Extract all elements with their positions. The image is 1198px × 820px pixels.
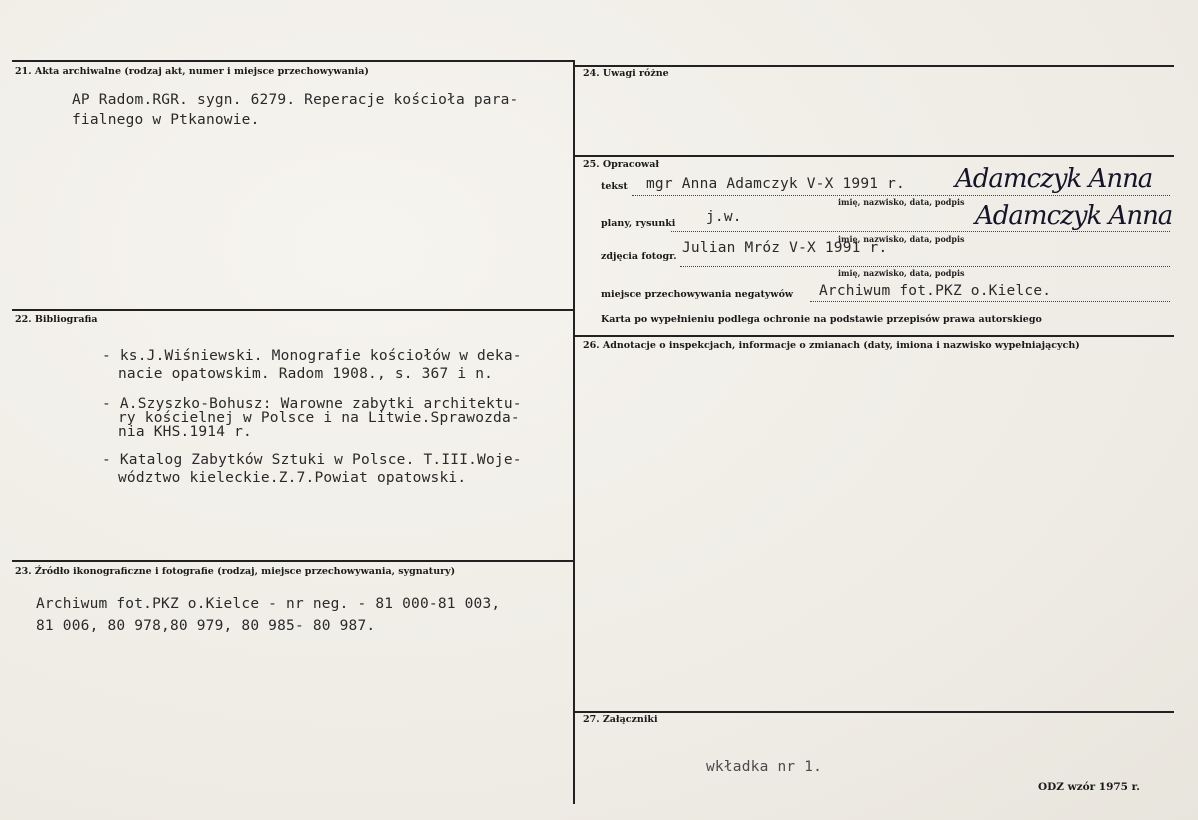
section-27-value: wkładka nr 1. [706,759,823,775]
section-23-label: 23. Źródło ikonograficzne i fotografie (rodzaj, miejsce przechowywania, sygnatury) [15,566,456,577]
miejsce-dotted-line [810,301,1170,302]
section-27-label: 27. Załączniki [583,714,658,725]
bibliography-entry-1-line-2: nacie opatowskim. Radom 1908., s. 367 i n. [118,366,494,382]
section-25-label: 25. Opracował [583,159,660,170]
top-rule [12,60,574,62]
section-23-line-1: Archiwum fot.PKZ o.Kielce - nr neg. - 81 000-81 003, [36,596,501,612]
section-21-line-1: AP Radom.RGR. sygn. 6279. Reperacje kościoła para- [72,92,519,108]
section-24-label: 24. Uwagi różne [583,68,669,79]
bibliography-entry-3-line-2: wództwo kieleckie.Z.7.Powiat opatowski. [118,470,467,486]
rule-26 [574,335,1174,337]
section-23-line-2: 81 006, 80 978,80 979, 80 985- 80 987. [36,618,376,634]
zdjecia-label: zdjęcia fotogr. [601,251,677,262]
plany-dotted-line [671,231,1170,232]
zdjecia-value: Julian Mróz V-X 1991 r. [682,240,888,256]
section-26-label: 26. Adnotacje o inspekcjach, informacje o zmianach (daty, imiona i nazwisko wypełniających) [583,340,1080,351]
section-21-line-2: fialnego w Ptkanowie. [72,112,260,128]
zdjecia-dotted-line [680,266,1170,267]
form-id: ODZ wzór 1975 r. [1038,781,1140,793]
rule-22 [12,309,574,311]
bibliography-entry-2-line-3: nia KHS.1914 r. [118,424,252,440]
bibliography-entry-2-line-1: - A.Szyszko-Bohusz: Warowne zabytki architektu- [102,396,522,412]
tekst-dotted-line [632,195,1170,196]
bibliography-entry-1-line-1: - ks.J.Wiśniewski. Monografie kościołów w deka- [102,348,522,364]
bibliography-entry-2-line-2: ry kościelnej w Polsce i na Litwie.Sprawozda- [118,410,520,426]
center-divider [573,60,575,804]
rule-25 [574,155,1174,157]
plany-signature: Adamczyk Anna [975,201,1173,231]
section-22-label: 22. Bibliografia [15,314,98,325]
rule-23 [12,560,574,562]
karta-note: Karta po wypełnieniu podlega ochronie na podstawie przepisów prawa autorskiego [601,314,1042,325]
plany-value: j.w. [706,209,742,225]
bibliography-entry-3-line-1: - Katalog Zabytków Sztuki w Polsce. T.III.Woje- [102,452,522,468]
tekst-label: tekst [601,181,628,192]
miejsce-value: Archiwum fot.PKZ o.Kielce. [819,283,1052,299]
zdjecia-caption: imię, nazwisko, data, podpis [838,268,965,278]
miejsce-label: miejsce przechowywania negatywów [601,289,794,300]
top-rule-right [574,65,1174,67]
rule-27 [574,711,1174,713]
tekst-value: mgr Anna Adamczyk V-X 1991 r. [646,176,905,192]
plany-label: plany, rysunki [601,218,676,229]
plany-caption: imię, nazwisko, data, podpis [838,234,965,244]
tekst-signature: Adamczyk Anna [955,164,1153,194]
section-21-label: 21. Akta archiwalne (rodzaj akt, numer i miejsce przechowywania) [15,66,369,77]
tekst-caption: imię, nazwisko, data, podpis [838,197,965,207]
